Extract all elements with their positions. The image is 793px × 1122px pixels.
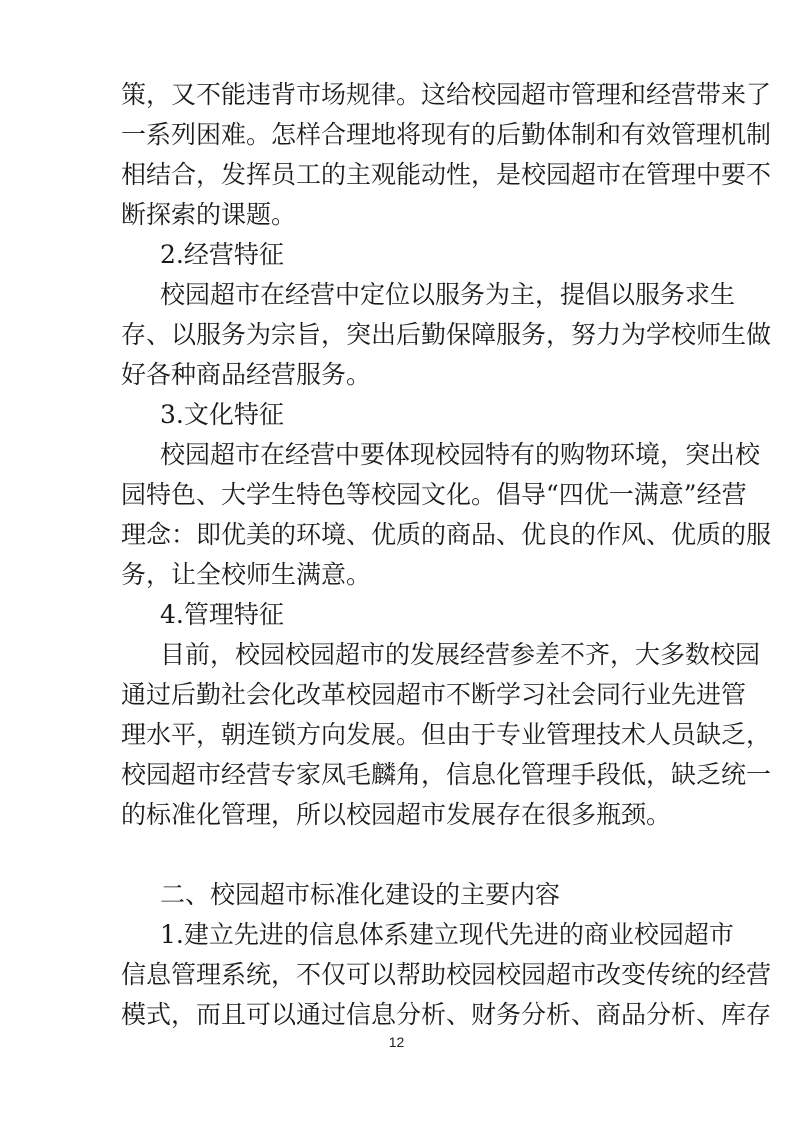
text-line: 断探索的课题。 — [121, 200, 297, 229]
text-line: 理水平，朝连锁方向发展。但由于专业管理技术人员缺乏， — [121, 720, 772, 749]
text-line: 目前，校园校园超市的发展经营参差不齐，大多数校园 — [160, 640, 761, 669]
text-line: 模式，而且可以通过信息分析、财务分析、商品分析、库存 — [121, 1000, 772, 1029]
text-line: 一系列困难。怎样合理地将现有的后勤体制和有效管理机制 — [121, 120, 772, 149]
text-line: 2.经营特征 — [160, 240, 284, 269]
text-line: 相结合，发挥员工的主观能动性，是校园超市在管理中要不 — [121, 160, 772, 189]
text-line: 园特色、大学生特色等校园文化。倡导“四优一满意”经营 — [121, 480, 747, 509]
text-line: 策，又不能违背市场规律。这给校园超市管理和经营带来了 — [121, 80, 772, 109]
text-line: 信息管理系统，不仅可以帮助校园校园超市改变传统的经营 — [121, 960, 772, 989]
text-line: 3.文化特征 — [160, 400, 284, 429]
text-line: 理念：即优美的环境、优质的商品、优良的作风、优质的服 — [121, 520, 772, 549]
text-line: 二、校园超市标准化建设的主要内容 — [160, 880, 561, 909]
text-line — [121, 835, 675, 875]
text-line: 好各种商品经营服务。 — [121, 360, 372, 389]
text-line: 校园超市在经营中要体现校园特有的购物环境，突出校 — [160, 440, 761, 469]
text-line: 校园超市经营专家凤毛麟角，信息化管理手段低，缺乏统一 — [121, 760, 772, 789]
text-line: 1.建立先进的信息体系建立现代先进的商业校园超市 — [160, 920, 734, 949]
text-line: 的标准化管理，所以校园超市发展存在很多瓶颈。 — [121, 800, 672, 829]
text-line: 存、以服务为宗旨，突出后勤保障服务，努力为学校师生做 — [121, 320, 772, 349]
page-number: 12 — [388, 1034, 405, 1050]
text-line: 通过后勤社会化改革校园超市不断学习社会同行业先进管 — [121, 680, 747, 709]
text-line: 校园超市在经营中定位以服务为主，提倡以服务求生 — [160, 280, 736, 309]
text-line: 务，让全校师生满意。 — [121, 560, 372, 589]
text-line: 4.管理特征 — [160, 600, 284, 629]
